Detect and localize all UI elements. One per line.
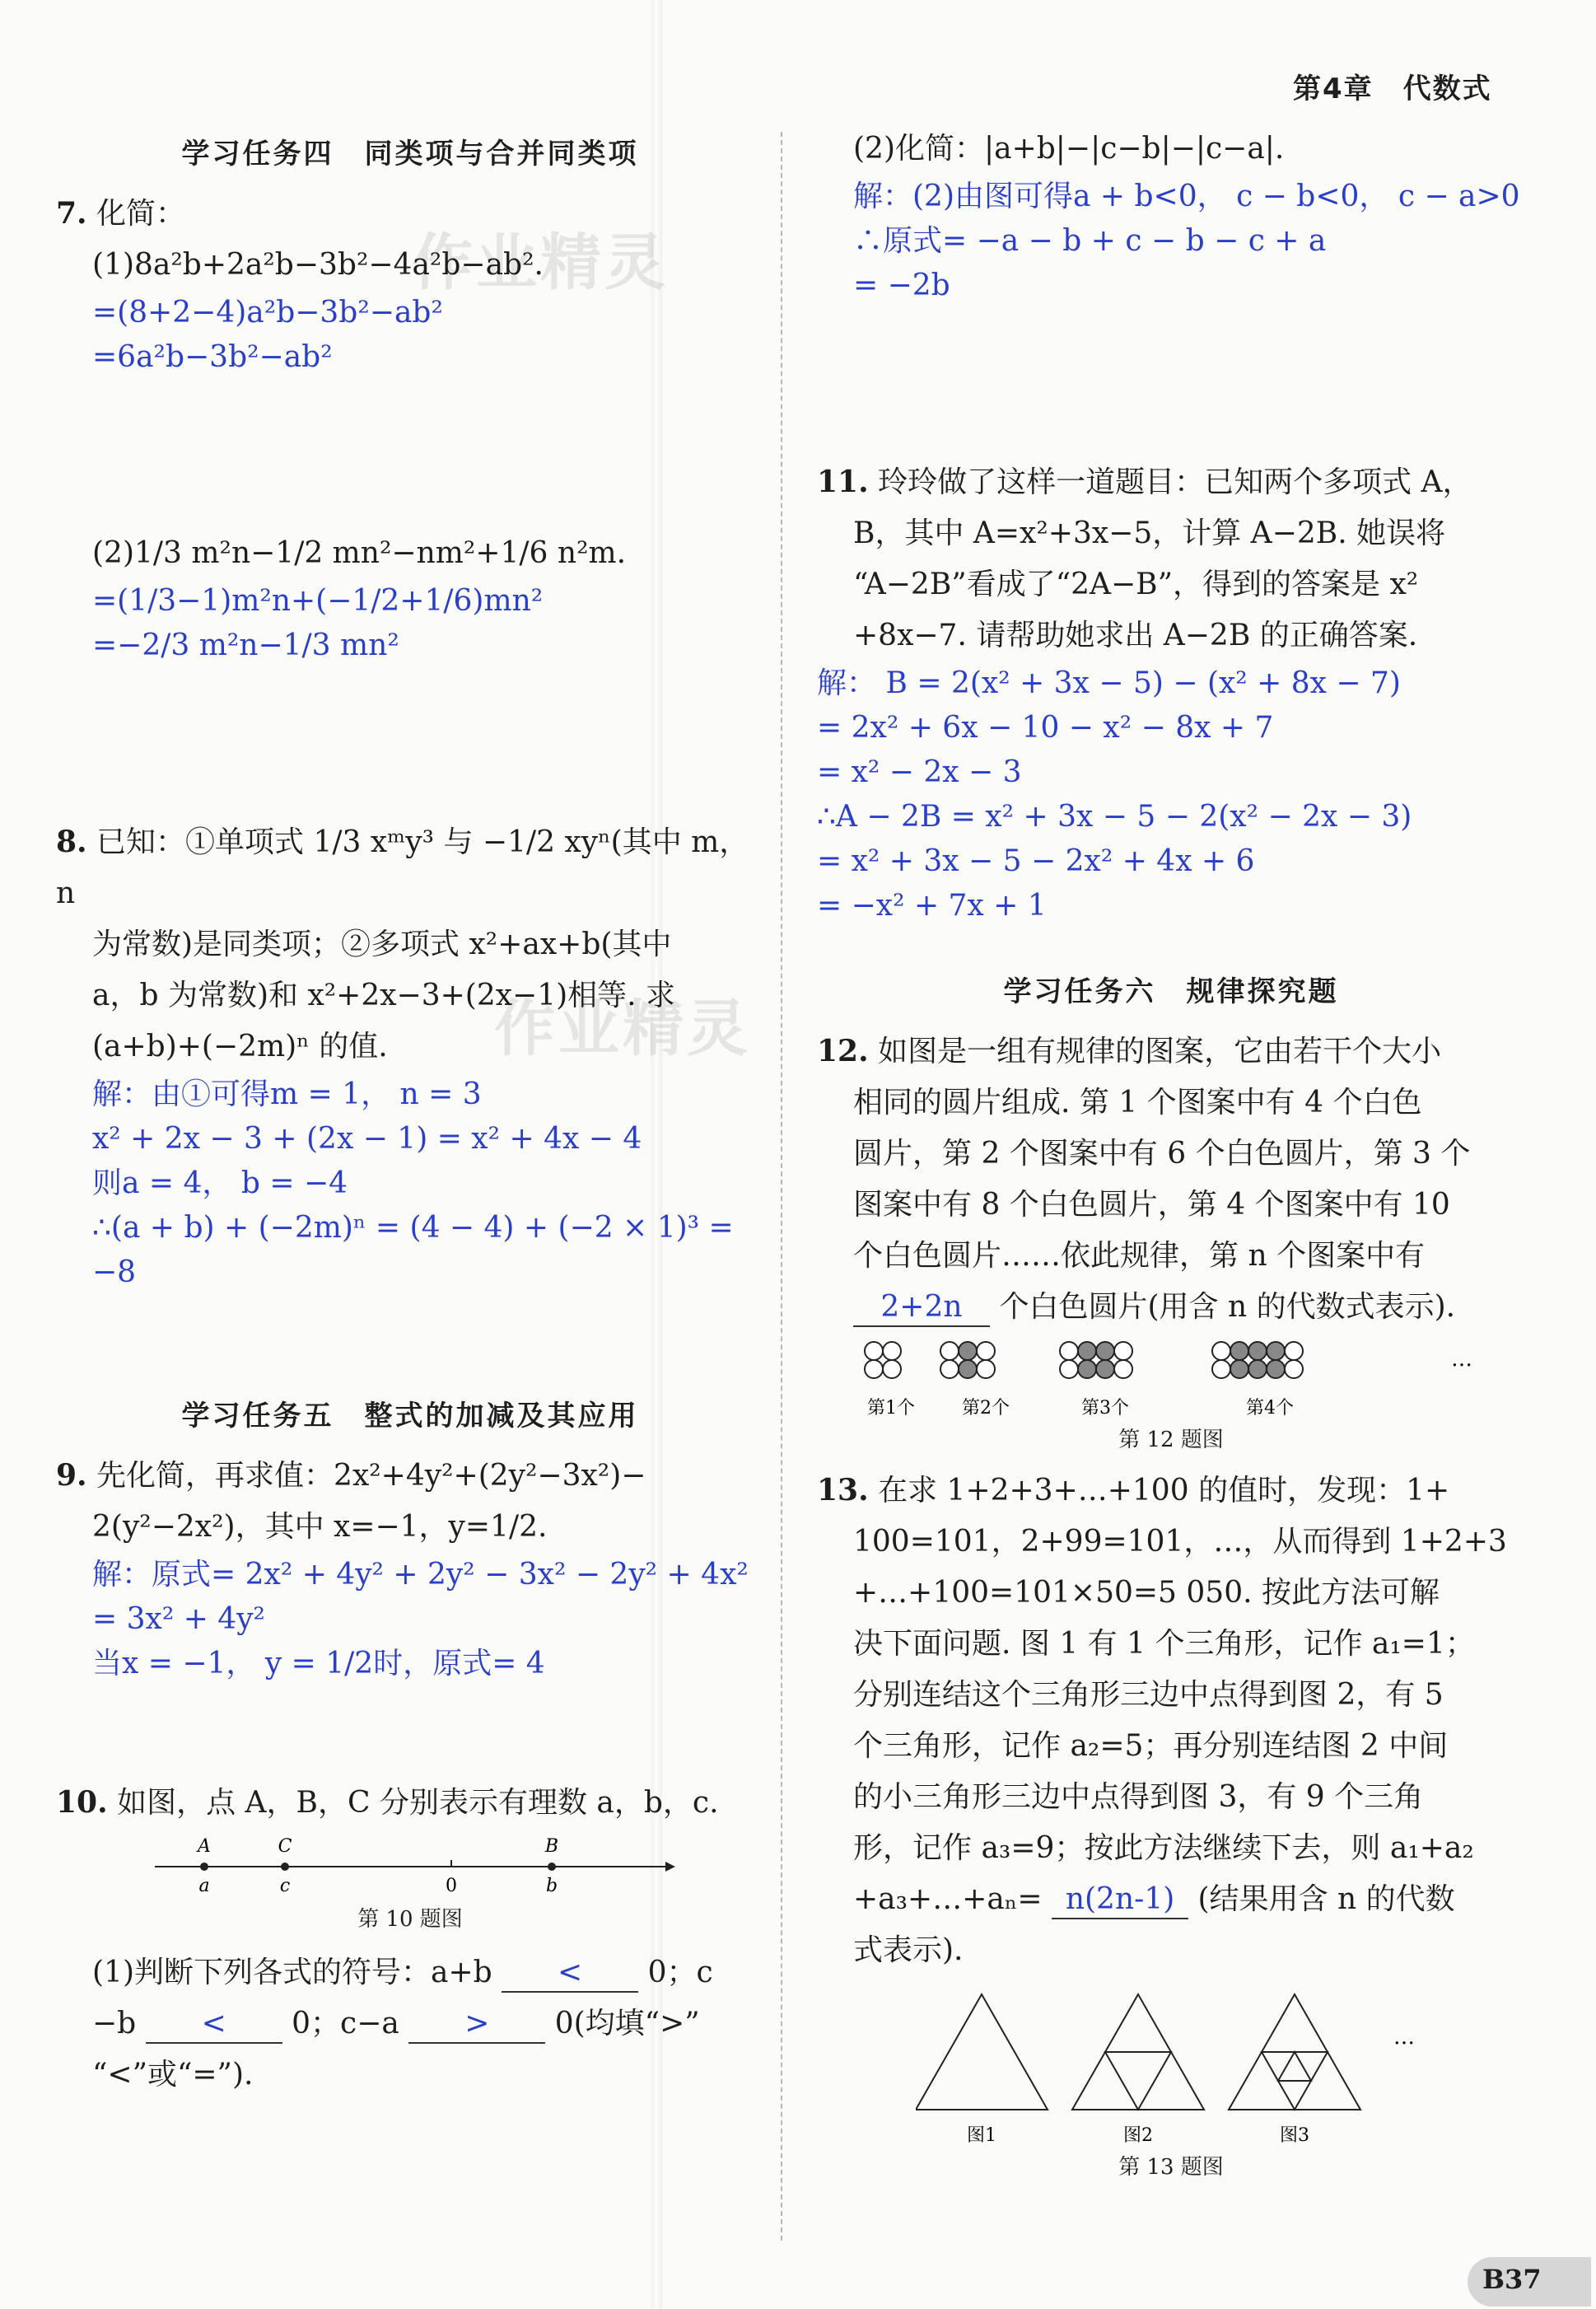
question-11 <box>817 456 1525 508</box>
white-circle <box>1060 1342 1078 1360</box>
answer-line: 解： B = 2(x² + 3x − 5) − (x² + 8x − 7) <box>817 666 1401 700</box>
question-text: (结果用含 n 的代数 <box>1197 1882 1455 1916</box>
q7-part2: (2)1/3 m²n−1/2 mn²−nm²+1/6 n²m. <box>92 536 627 570</box>
pattern-label: 第4个 <box>1246 1398 1294 1419</box>
white-circle <box>1212 1342 1230 1360</box>
svg-text:c: c <box>279 1876 291 1896</box>
question-text: 分别连结这个三角形三边中点得到图 2，有 5 <box>853 1678 1444 1712</box>
watermark: 作业精灵 <box>412 227 669 298</box>
q13-answer-line <box>817 1874 1525 1925</box>
answer-line: 解：(2)由图可得a + b<0， c − b<0， c − a>0 <box>853 180 1520 213</box>
svg-text:a: a <box>198 1876 210 1896</box>
answer-line: 解：原式= 2x² + 4y² + 2y² − 3x² − 2y² + 4x² <box>92 1558 749 1592</box>
question-10 <box>56 1777 764 1829</box>
chapter-header: 第4章 代数式 <box>1293 72 1492 105</box>
q12-answer-line <box>817 1282 1525 1333</box>
question-number: 11. <box>817 465 869 499</box>
q7-answer1 <box>56 291 764 380</box>
gray-circle <box>1267 1342 1285 1360</box>
question-text: (1)判断下列各式的符号：a+b <box>92 1956 492 1989</box>
gray-circle <box>1267 1360 1285 1378</box>
question-number: 9. <box>56 1458 87 1493</box>
answer-blank: n(2n-1) <box>1052 1881 1188 1919</box>
question-text: (a+b)+(−2m)ⁿ 的值. <box>92 1030 388 1063</box>
section-title: 学习任务六 规律探究题 <box>1003 975 1339 1008</box>
q7-answer2 <box>56 579 764 668</box>
arrow-icon <box>665 1862 675 1872</box>
white-circle <box>1114 1342 1132 1360</box>
left-column <box>56 124 764 2101</box>
circle-pattern-figure <box>858 1333 1484 1423</box>
question-text: 100=101，2+99=101，…，从而得到 1+2+3 <box>853 1525 1507 1559</box>
question-text: “A−2B”看成了“2A−B”，得到的答案是 x² <box>853 568 1419 601</box>
right-column <box>817 124 1525 2184</box>
question-text: 个三角形，记作 a₂=5；再分别连结图 2 中间 <box>853 1729 1449 1763</box>
answer-line: 则a = 4， b = −4 <box>92 1166 348 1200</box>
question-text: 在求 1+2+3+…+100 的值时，发现：1+ <box>878 1474 1450 1507</box>
question-text: 个白色圆片……依此规律，第 n 个图案中有 <box>853 1239 1426 1273</box>
figure-label: 图3 <box>1280 2125 1309 2146</box>
figure-caption: 第 12 题图 <box>1118 1428 1224 1452</box>
question-number: 8. <box>56 825 87 859</box>
gray-circle <box>1248 1360 1267 1378</box>
question-text: 形，记作 a₃=9；按此方法继续下去，则 a₁+a₂ <box>853 1831 1474 1865</box>
question-text: 圆片，第 2 个图案中有 6 个白色圆片，第 3 个 <box>853 1137 1471 1171</box>
question-text: 个白色圆片(用含 n 的代数式表示). <box>999 1290 1456 1324</box>
q11-answer <box>817 661 1525 928</box>
question-text: 0；c <box>647 1956 713 1989</box>
svg-text:A: A <box>198 1836 211 1857</box>
white-circle <box>1212 1360 1230 1378</box>
answer-line: ∴(a + b) + (−2m)ⁿ = (4 − 4) + (−2 × 1)³ = −8 <box>92 1211 734 1289</box>
gray-circle <box>1230 1342 1248 1360</box>
section-title: 学习任务四 同类项与合并同类项 <box>181 138 639 171</box>
white-circle <box>865 1360 883 1378</box>
question-text: 相同的圆片组成. 第 1 个图案中有 4 个白色 <box>853 1086 1422 1119</box>
q9-answer <box>56 1553 764 1686</box>
question-text: a，b 为常数)和 x²+2x−3+(2x−1)相等. 求 <box>92 979 676 1012</box>
question-text: 式表示). <box>853 1933 964 1967</box>
column-divider <box>781 132 782 2241</box>
answer-line: = x² + 3x − 5 − 2x² + 4x + 6 <box>817 844 1255 878</box>
question-text: 为常数)是同类项；②多项式 x²+ax+b(其中 <box>92 928 672 961</box>
white-circle <box>1114 1360 1132 1378</box>
question-text: 已知：①单项式 1/3 xᵐy³ 与 −1/2 xyⁿ(其中 m，n <box>56 825 749 910</box>
gray-circle <box>1248 1342 1267 1360</box>
answer-line: ∴原式= −a − b + c − b − c + a <box>853 224 1327 258</box>
question-13 <box>817 1465 1525 1517</box>
pattern-label: 第2个 <box>962 1398 1010 1419</box>
q10-answer <box>817 175 1525 308</box>
svg-text:0: 0 <box>446 1876 457 1896</box>
question-text: 图案中有 8 个白色圆片，第 4 个图案中有 10 <box>853 1188 1450 1222</box>
q10-part1-line2 <box>56 1998 764 2050</box>
q10-part2: (2)化简：|a+b|−|c−b|−|c−a|. <box>853 132 1285 166</box>
gray-circle <box>1096 1360 1114 1378</box>
svg-text:B: B <box>544 1836 559 1857</box>
white-circle <box>1060 1360 1078 1378</box>
answer-line: =(8+2−4)a²b−3b²−ab² <box>92 296 443 330</box>
answer-line: =6a²b−3b²−ab² <box>92 340 333 374</box>
white-circle <box>865 1342 883 1360</box>
question-text: 如图，点 A，B，C 分别表示有理数 a，b，c. <box>117 1786 719 1820</box>
answer-line: = −2b <box>853 269 950 302</box>
answer-line: = −x² + 7x + 1 <box>817 889 1047 923</box>
question-9 <box>56 1450 764 1502</box>
circle-patterns <box>865 1342 1303 1378</box>
question-7 <box>56 188 764 240</box>
answer-line: = 3x² + 4y² <box>92 1602 265 1636</box>
white-circle <box>1285 1342 1303 1360</box>
svg-text:C: C <box>278 1836 292 1857</box>
white-circle <box>977 1342 995 1360</box>
svg-text:b: b <box>545 1876 558 1896</box>
watermark: 作业精灵 <box>494 993 751 1064</box>
number-line-figure <box>138 1829 682 1903</box>
answer-line: x² + 2x − 3 + (2x − 1) = x² + 4x − 4 <box>92 1122 642 1156</box>
question-number: 10. <box>56 1785 108 1820</box>
figure-label: 图1 <box>967 2125 996 2146</box>
question-number: 12. <box>817 1034 869 1068</box>
white-circle <box>977 1360 995 1378</box>
question-text: “<”或“=”). <box>92 2058 254 2092</box>
q8-answer <box>56 1073 764 1295</box>
white-circle <box>1285 1360 1303 1378</box>
answer-line: =(1/3−1)m²n+(−1/2+1/6)mn² <box>92 584 544 618</box>
question-text: −b <box>92 2007 137 2040</box>
answer-line: = x² − 2x − 3 <box>817 755 1022 789</box>
section-title: 学习任务五 整式的加减及其应用 <box>181 1400 639 1433</box>
question-text: 化简： <box>96 197 186 231</box>
q7-part1: (1)8a²b+2a²b−3b²−4a²b−ab². <box>92 248 544 282</box>
triangle-figure <box>916 1986 1426 2151</box>
ellipsis: … <box>1451 1347 1472 1372</box>
figure-caption: 第 10 题图 <box>357 1907 463 1932</box>
white-circle <box>940 1342 959 1360</box>
question-text: 的小三角形三边中点得到图 3，有 9 个三角 <box>853 1780 1424 1814</box>
question-text: +…+100=101×50=5 050. 按此方法可解 <box>853 1576 1440 1610</box>
question-number: 7. <box>56 196 87 231</box>
triangle-figure-1 <box>916 1994 1048 2110</box>
question-number: 13. <box>817 1473 869 1507</box>
question-text: 先化简，再求值：2x²+4y²+(2y²−3x²)− <box>96 1459 646 1493</box>
answer-blank-3: > <box>408 2006 545 2044</box>
question-8 <box>56 816 764 919</box>
question-text: +8x−7. 请帮助她求出 A−2B 的正确答案. <box>853 619 1418 652</box>
point-zero <box>446 1860 457 1896</box>
gray-circle <box>1096 1342 1114 1360</box>
answer-blank: 2+2n <box>853 1289 990 1327</box>
gray-circle <box>959 1360 977 1378</box>
gray-circle <box>1078 1342 1096 1360</box>
answer-blank-1: < <box>502 1955 638 1993</box>
question-text: 0(均填“>” <box>554 2007 700 2040</box>
question-text: 决下面问题. 图 1 有 1 个三角形，记作 a₁=1； <box>853 1627 1475 1661</box>
pattern-label: 第3个 <box>1081 1398 1129 1419</box>
ellipsis: … <box>1393 2025 1415 2050</box>
figure-label: 图2 <box>1123 2125 1153 2146</box>
triangle-figure-2 <box>1072 1994 1204 2110</box>
question-12 <box>817 1026 1525 1077</box>
answer-line: =−2/3 m²n−1/3 mn² <box>92 629 399 662</box>
answer-line: 解：由①可得m = 1， n = 3 <box>92 1077 482 1111</box>
gray-circle <box>1230 1360 1248 1378</box>
white-circle <box>883 1342 901 1360</box>
answer-blank-2: < <box>146 2006 282 2044</box>
answer-line: = 2x² + 6x − 10 − x² − 8x + 7 <box>817 711 1274 745</box>
answer-line: ∴A − 2B = x² + 3x − 5 − 2(x² − 2x − 3) <box>817 800 1412 834</box>
question-text: 0；c−a <box>292 2007 399 2040</box>
page-number: B37 <box>1482 2264 1542 2295</box>
white-circle <box>883 1360 901 1378</box>
q10-part1-line1 <box>56 1947 764 1998</box>
answer-line: 当x = −1， y = 1/2时，原式= 4 <box>92 1647 545 1680</box>
question-text: 2(y²−2x²)，其中 x=−1，y=1/2. <box>92 1510 548 1544</box>
question-text: +a₃+…+aₙ= <box>853 1882 1043 1916</box>
pattern-label: 第1个 <box>867 1398 915 1419</box>
gray-circle <box>959 1342 977 1360</box>
question-text: B，其中 A=x²+3x−5，计算 A−2B. 她误将 <box>853 516 1446 550</box>
question-text: 如图是一组有规律的图案，它由若干个大小 <box>878 1035 1442 1068</box>
question-text: 玲玲做了这样一道题目：已知两个多项式 A， <box>878 465 1472 499</box>
triangle-figure-3 <box>1229 1994 1360 2110</box>
figure-caption: 第 13 题图 <box>1118 2155 1224 2180</box>
page-number-tab <box>1468 2257 1591 2307</box>
gray-circle <box>1078 1360 1096 1378</box>
white-circle <box>940 1360 959 1378</box>
